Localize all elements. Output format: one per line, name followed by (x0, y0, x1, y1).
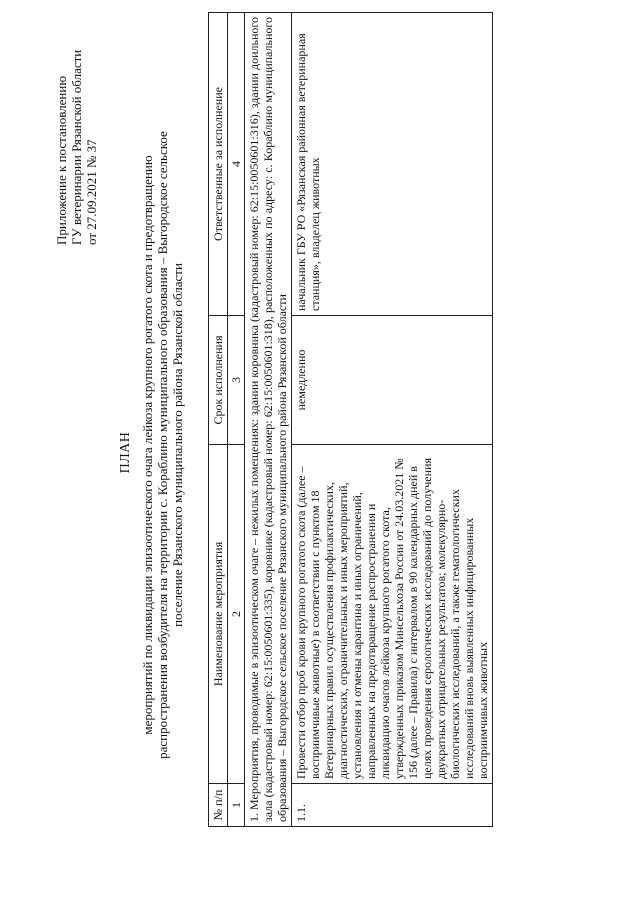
appendix-block (54, 15, 99, 245)
header-num: № п/п (209, 784, 228, 827)
index-cell-1: 1 (228, 784, 245, 827)
header-name: Наименование мероприятия (209, 445, 228, 784)
plan-subtitle-line-1: мероприятий по ликвидации эпизоотического очага лейкоза крупного рогатого скота и предотвращению (140, 155, 155, 735)
plan-title: ПЛАН (118, 431, 133, 474)
plan-subtitle (140, 105, 185, 785)
plan-subtitle-line-2: распространения возбудителя на территории с. Кораблино муниципального образования – Выгородское сельское (155, 131, 170, 759)
appendix-line-2: ГУ ветеринарии Рязанской области (69, 49, 84, 245)
appendix-line-1: Приложение к постановлению (54, 75, 69, 245)
plan-table-wrapper (208, 12, 493, 827)
header-resp: Ответственные за исполнение (209, 13, 228, 316)
table-header-row (209, 13, 228, 827)
row-name: Провести отбор проб крови крупного рогатого скота (далее – восприимчивые животные) в соответствии с пунктом 18 Ветеринарных правил осуществления профилактических, диагностических, ограничительных и иных мероприятий, установления и отмены карантина и иных ограничений, направленных на предотвращение распространения и ликвидацию очагов лейкоза крупного рогатого скота, утвержденных приказом Минсельхоза России от 24.03.2021 № 156 (далее – Правила) с интервалом в 90 календарных дней в целях проведения серологических исследований до получения двукратных отрицательных результатов; молекулярно-биологических исследований, а также гематологических исследований вновь выявленных инфицированных восприимчивых животных (292, 445, 493, 784)
index-cell-4: 4 (228, 13, 245, 316)
appendix-line-3: от 27.09.2021 № 37 (84, 139, 99, 245)
row-resp: начальник ГБУ РО «Рязанская районная ветеринарная станция», владелец животных (292, 13, 493, 316)
row-term: немедленно (292, 316, 493, 445)
table-row (292, 13, 493, 827)
section-1-text: 1. Мероприятия, проводимые в эпизоотическом очаге – нежилых помещениях: здании коровника (кадастровый номер: 62:15:0050601:316), здании доильного зала (кадастровый номер: 62:15:0050601:335), коровнике (кадастровый номер: 62:15:0050601:318), расположенных по адресу: с. Кораблино муниципального образования – Выгородское сельское поселение Рязанского муниципального района Рязанской области (245, 13, 292, 827)
table-index-row (228, 13, 245, 827)
row-num: 1.1. (292, 784, 493, 827)
plan-subtitle-line-3: поселение Рязанского муниципального района Рязанской области (170, 263, 185, 627)
header-term: Срок исполнения (209, 316, 228, 445)
plan-table (208, 12, 493, 827)
index-cell-3: 3 (228, 316, 245, 445)
index-cell-2: 2 (228, 445, 245, 784)
table-section-row (245, 13, 292, 827)
